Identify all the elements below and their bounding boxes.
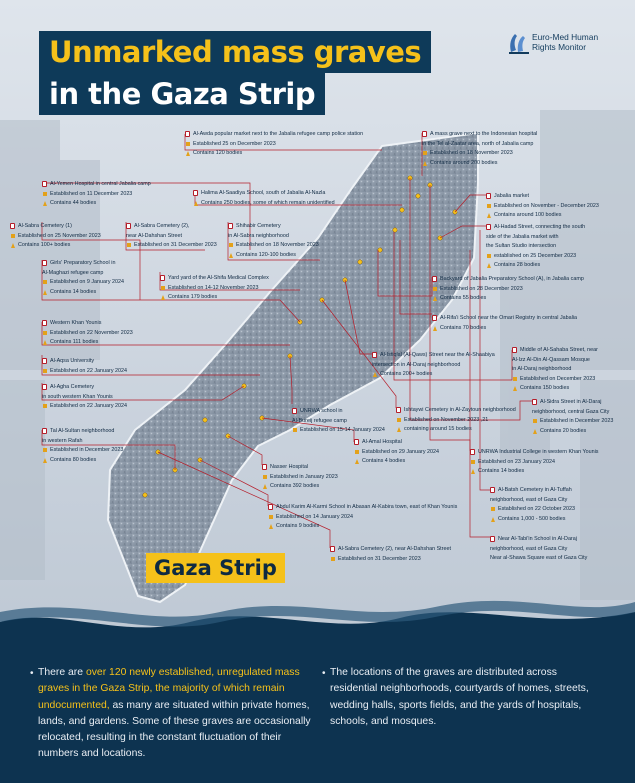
site-detail: Established on 31 December 2023 [126, 241, 217, 251]
site-name: Halima Al-Saadiya School, south of Jabalia Al-Nazla [193, 189, 335, 199]
site-detail: Contains 392 bodies [262, 482, 338, 492]
site-label [372, 351, 495, 380]
site-detail: Contains 70 bodies [432, 324, 577, 334]
site-detail: Contains 14 bodies [42, 288, 124, 298]
site-detail: Contains 44 bodies [42, 199, 151, 209]
site-label [126, 222, 217, 251]
site-detail: Established on 23 January 2024 [470, 458, 598, 468]
site-detail: in south western Khan Younis [42, 393, 113, 400]
site-name: Near Al-Tabi'in School in Al-Daraj [490, 535, 587, 545]
site-detail: established on 25 December 2023 [486, 252, 585, 262]
site-name: A mass grave next to the Indonesian hospital [422, 130, 537, 140]
site-label [512, 346, 598, 394]
site-detail: Contains 111 bodies [42, 338, 133, 348]
site-label [432, 275, 584, 304]
site-name: Al-Batsh Cemetery in Al-Tuffah [490, 486, 575, 496]
site-name: Al-Sabra Cemetery (2), [126, 222, 217, 232]
site-detail: Contains 150 bodies [512, 384, 598, 394]
site-label [268, 503, 457, 532]
site-detail: Al-Maghazi refugee camp [42, 269, 104, 276]
site-name: Shihabir Cemetery [228, 222, 319, 232]
site-label [490, 486, 575, 524]
org-name-line-1: Euro-Med Human [532, 32, 599, 42]
site-detail: Contains 28 bodies [486, 261, 585, 271]
site-detail: Contains 250 bodies, some of which remain unidentified [193, 199, 335, 209]
site-label [185, 130, 363, 159]
site-detail: Contains 80 bodies [42, 456, 123, 466]
site-detail: Established on 11 December 2023 [42, 190, 151, 200]
site-label [330, 545, 451, 564]
site-detail: Contains 200+ bodies [372, 370, 495, 380]
title-line-1: Unmarked mass graves [39, 31, 431, 73]
site-detail: side of the Jabalia market with [486, 233, 559, 240]
site-detail: Contains 100+ bodies [10, 241, 101, 251]
site-detail: neighborhood, central Gaza City [532, 408, 610, 415]
site-label [486, 223, 585, 271]
site-detail: neighborhood, east of Gaza City [490, 496, 568, 503]
site-detail: Near al-Shawa Square east of Gaza City [490, 555, 588, 561]
site-label [432, 314, 577, 333]
site-detail: Contains 9 bodies [268, 522, 457, 532]
bullet-left-icon: • [30, 668, 34, 679]
site-detail: Established on November 2023 ,21 [396, 416, 516, 426]
site-name: Al-Hadad Street, connecting the south [486, 223, 585, 233]
site-name: UNRWA Industrial College in western Khan Younis [470, 448, 598, 458]
site-detail: Established on 14 January 2024 [268, 513, 457, 523]
site-label [486, 192, 599, 221]
site-name: UNRWA school in [292, 407, 385, 417]
site-detail: in the Tel al-Zaatar area, north of Jabalia camp [422, 140, 534, 147]
footer-right-paragraph: The locations of the graves are distributed across residential neighborhoods, courtyards of homes, streets, wedding halls, sports fields, and the yards of hospitals, schools, and mosques. [330, 667, 589, 727]
site-name: Abdul Karim Al-Karmi School in Abasan Al-Kabira town, east of Khan Younis [268, 503, 457, 513]
site-name: Western Khan Younis [42, 319, 133, 329]
site-label [396, 406, 516, 435]
site-label [422, 130, 537, 168]
site-name: Backyard of Jabalia Preparatory School (A), in Jabalia camp [432, 275, 584, 285]
site-name: Al-Aqsa University [42, 357, 127, 367]
footer-left-highlight: over 120 newly established, unregulated mass graves in the Gaza Strip, the majority of which remain undocumented, [38, 667, 300, 711]
site-name: Jabalia market [486, 192, 599, 202]
site-name: Girls' Preparatory School in [42, 259, 124, 269]
site-detail: in Al-Daraj neighborhood [512, 366, 572, 372]
site-detail: Established on 22 January 2024 [42, 367, 127, 377]
site-label [160, 274, 269, 303]
footer-left-paragraph [38, 665, 320, 763]
site-name: Yard yard of the Al-Shifa Medical Complex [160, 274, 269, 284]
site-detail: Established on 31 December 2023 [330, 555, 451, 565]
site-label [42, 357, 127, 376]
site-detail: containing around 15 bodies [396, 425, 516, 435]
site-detail: near Al-Dahshan Street [126, 232, 183, 239]
site-detail: Contains 179 bodies [160, 293, 269, 303]
site-detail: intersection in Al-Daraj neighborhood [372, 361, 461, 368]
site-detail: in western Rafah [42, 437, 83, 444]
site-name: Al-Sidra Street in Al-Daraj [532, 398, 613, 408]
site-detail: neighborhood, east of Gaza City [490, 545, 568, 552]
site-label [262, 463, 338, 492]
site-label [42, 259, 124, 297]
site-detail: Established on 18 November 2023 [422, 149, 537, 159]
site-name: Al-Sabra Cemetery (1) [10, 222, 101, 232]
site-label [490, 535, 587, 564]
site-name: Al-Rifa'i School near the Omari Registry in central Jabalia [432, 314, 577, 324]
site-detail: Established on November - December 2023 [486, 202, 599, 212]
site-detail: Established on 29 January 2024 [354, 448, 439, 458]
site-detail: Established on 22 January 2024 [42, 402, 127, 412]
site-detail: Established on 25 November 2023 [10, 232, 101, 242]
site-name: Al-Amal Hospital [354, 438, 439, 448]
site-detail: Contains around 100 bodies [486, 211, 599, 221]
site-name: Tal Al-Sultan neighborhood [42, 427, 123, 437]
site-name: Nasser Hospital [262, 463, 338, 473]
site-detail: Contains 120 bodies [185, 149, 363, 159]
site-label [470, 448, 598, 477]
site-detail: Established in December 2023 [42, 446, 123, 456]
site-detail: Contains around 200 bodies [422, 159, 537, 169]
site-detail: Established on 14-12 November 2023 [160, 284, 269, 294]
site-label [42, 383, 127, 412]
site-label [10, 222, 101, 251]
site-detail: the Sultan Studio intersection [486, 243, 557, 249]
site-label [42, 180, 151, 209]
site-detail: Established on 28 December 2023 [432, 285, 584, 295]
site-detail: Established on 22 October 2023 [490, 505, 575, 515]
site-name: Al-Agha Cemetery [42, 383, 127, 393]
site-label [532, 398, 613, 436]
org-name-line-2: Rights Monitor [532, 42, 586, 52]
site-label [42, 427, 123, 465]
site-detail: Established in January 2023 [262, 473, 338, 483]
site-detail: Contains 120-100 bodies [228, 251, 319, 261]
site-detail: Established in December 2023 [532, 417, 613, 427]
site-detail: Contains 4 bodies [354, 457, 439, 467]
site-label [42, 319, 133, 348]
bullet-right-icon: • [322, 668, 326, 679]
site-name: Al-Istiqlal (Al-Qaws) Street near the Al-Shaabiya [372, 351, 495, 361]
site-detail: Established on 22 November 2023 [42, 329, 133, 339]
gaza-strip-tag: Gaza Strip [146, 553, 285, 583]
site-detail: Contains 14 bodies [470, 467, 598, 477]
site-detail: Contains 20 bodies [532, 427, 613, 437]
site-detail: Established 25 on December 2023 [185, 140, 363, 150]
footer-left-pre: There are [38, 667, 86, 678]
org-name [532, 32, 598, 52]
site-detail: Al-Bureij refugee camp [292, 417, 347, 424]
site-label [228, 222, 319, 260]
title-line-2: in the Gaza Strip [39, 73, 325, 115]
site-detail: Contains 1,000 - 500 bodies [490, 515, 575, 525]
site-name: Al-Yemen Hospital in central Jabalia camp [42, 180, 151, 190]
site-detail: Established on 15-14 January 2024 [292, 426, 385, 436]
site-name: Al-Awda popular market next to the Jabalia refugee camp police station [185, 130, 363, 140]
site-detail: Contains 55 bodies [432, 294, 584, 304]
site-name: Al-Sabra Cemetery (2), near Al-Dahshan Street [330, 545, 451, 555]
site-label [354, 438, 439, 467]
site-detail: Established on December 2023 [512, 375, 598, 385]
site-detail: Established on 9 January 2024 [42, 278, 124, 288]
site-name: Middle of Al-Sahaba Street, near [512, 346, 598, 356]
site-detail: in Al-Sabra neighborhood [228, 232, 289, 239]
site-detail: Established on 18 November 2023 [228, 241, 319, 251]
site-label [292, 407, 385, 436]
site-name: Ishtaywi Cemetery in Al-Zaytoun neighborhood [396, 406, 516, 416]
site-label [193, 189, 335, 208]
site-detail: Al-Izz Al-Din Al-Qassam Mosque [512, 356, 590, 363]
footer-left-post: as many are situated within private homes, lands, and gardens. Some of these graves are occasionally relocated, resulting in the constant fluctuation of their numbers and locations. [38, 699, 311, 760]
